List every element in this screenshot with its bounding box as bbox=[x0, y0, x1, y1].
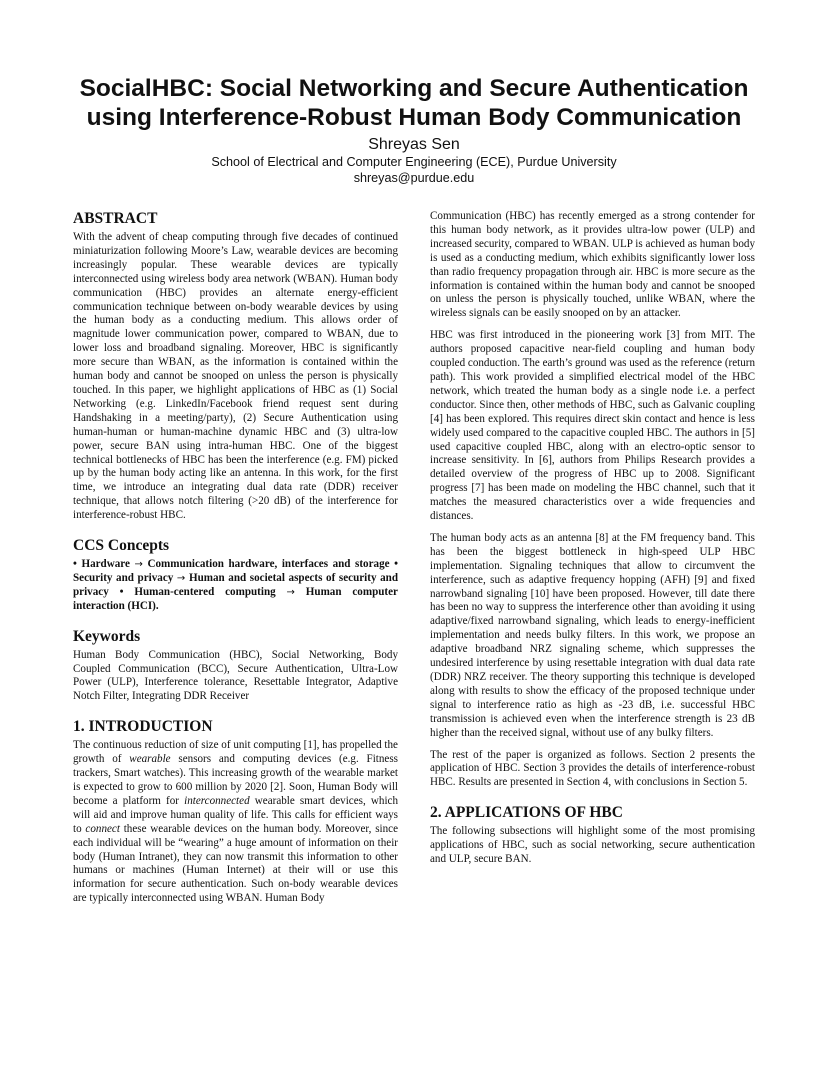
introduction-heading: 1. INTRODUCTION bbox=[73, 718, 213, 736]
keywords-text: Human Body Communication (HBC), Social Networking, Body Coupled Communication (BCC), Secure Authentication, Ultra-Low Power (ULP), Interference tolerance, Resettable Integrator, Adaptive Notch Filter, Integrating DDR Receiver bbox=[73, 648, 398, 703]
applications-text: The following subsections will highlight some of the most promising applications of HBC, such as social networking, secure authentication and ULP, secure BAN. bbox=[430, 825, 755, 866]
ccs-concepts bbox=[73, 558, 398, 614]
introduction-paragraph-5: The rest of the paper is organized as follows. Section 2 presents the application of HBC. Section 3 provides the details of interference-robust HBC. Results are presented in Section 4, with conclusions in Section 5. bbox=[430, 748, 755, 789]
ccs-item-2-arrow: → bbox=[176, 572, 186, 584]
ccs-item-1-category: • Hardware bbox=[73, 558, 130, 571]
right-column bbox=[430, 210, 755, 875]
introduction-paragraph-1: The continuous reduction of size of unit computing [1], has propelled the growth of wearable sensors and computing devices (e.g. Fitness trackers, Smart watches). This increasing growth of the wearable market is expected to grow to 600 million by 2020 [2]. Soon, Human Body will become a platform for interconnected wearable smart devices, which will aid and improve human quality of life. This calls for efficient ways to connect these wearable devices on the human body. Moreover, since each individual will be “wearing” a huge amount of information on their body (Human Intranet), they can now transmit this information to other humans or machines (Human Internet) at their will or use this information for secure authentication. Such on-body wearable devices are typically interconnected using WBAN. Human Body bbox=[73, 739, 399, 905]
ccs-item-1-text: Communication hardware, interfaces and storage bbox=[147, 558, 390, 571]
introduction-paragraph-3: HBC was first introduced in the pioneering work [3] from MIT. The authors proposed capacitive near-field coupling and human body coupled conduction. The earth’s ground was used as the reference (return path). This work provided a simplified electrical model of the HBC network, which treated the human body as a single node i.e. a perfect conductor. Since then, other methods of HBC, such as Galvanic coupling [4] has been explored. This requires direct skin contact and hence is less widely used compared to the capacitive coupled HBC. The authors in [5] used capacitive coupled HBC, along with an electro-optic sensor to increase sensitivity. In [6], authors from Philips Research provides a detailed overview of the progress of HBC up to 2008. Significant progress [7] has been made on modeling the HBC channel, such that it matches the measured characteristics over a wide frequencies and distances. bbox=[430, 329, 755, 523]
abstract-text: With the advent of cheap computing through five decades of continued miniaturization following Moore’s Law, wearable devices are becoming increasingly popular. These wearable devices are typically interconnected using wireless body area network (WBAN). Human body communication (HBC) provides an alternate energy-efficient communication technique between on-body wearable devices by using the human body as a conducting medium. This allows order of magnitude lower communication power, compared to WBAN, due to lower loss and broadband signaling. Moreover, HBC is significantly more secure than WBAN, as the information is contained within the human body and cannot be snooped on unless the person is physically touched. In this paper, we highlight applications of HBC as (1) Social Networking (e.g. LinkedIn/Facebook friend request sent during Handshaking in a meeting/party), (2) Secure Authentication using human-human or human-machine dynamic HBC and (3) ultra-low power, secure BAN using intra-human HBC. One of the biggest technical bottlenecks of HBC has been the interference (e.g. FM) picked up by the human body acting like an antenna. In this work, for the first time, we introduce an integrating dual data rate (DDR) receiver technique, that allows notch filtering (>20 dB) of the interference for interference-robust HBC. bbox=[73, 231, 398, 522]
ccs-item-1-arrow: → bbox=[134, 559, 143, 571]
paper-title-line-2: using Interference-Robust Human Body Communication bbox=[86, 104, 742, 131]
applications-heading: 2. APPLICATIONS OF HBC bbox=[430, 804, 623, 822]
paper-title bbox=[40, 74, 788, 132]
introduction-paragraph-2: Communication (HBC) has recently emerged as a strong contender for this human body network, as it provides ultra-low power (ULP) and increased security, compared to WBAN. ULP is achieved as human body is used as a conducting medium, which exhibits significantly lower loss than radio frequency propagation through air. HBC is more secure as the information is contained within the human body and cannot be snooped on unless the person is physically touched, unlike WBAN, where the wireless signals can be easily snooped on by an attacker. bbox=[430, 210, 755, 320]
keywords-heading: Keywords bbox=[73, 627, 141, 645]
author-email: shreyas@purdue.edu bbox=[353, 171, 475, 185]
ccs-item-3-arrow: → bbox=[286, 586, 295, 598]
introduction-paragraph-4: The human body acts as an antenna [8] at the FM frequency band. This has been the biggest bottleneck in high-speed ULP HBC implementation. Signaling techniques that allow to circumvent the interference, such as adaptive frequency hopping (AFH) [9] and fixed narrowband signaling [10] have been proposed. However, till date there has been no way to suppress the interference other than avoiding it using adaptive/fixed narrowband signaling, which leads to energy-inefficient implementation and needs bulky filters. In this work, we propose an adaptive broadband NRZ signaling scheme, which suppresses the undesired interference by using resettable integration with dual data rate (DDR) NRZ receiver. The theory supporting this technique is developed along with results to show the efficacy of the proposed technique under signal to interference ratio as high as -23 dB, i.e. successful HBC transmission is achieved even when the interference strength is 23 dB higher than the received signal, without use of any bulky filters. bbox=[430, 531, 755, 739]
paper-title-line-1: SocialHBC: Social Networking and Secure Authentication bbox=[79, 75, 749, 102]
ccs-item-3-category: • Human-centered computing bbox=[119, 585, 276, 598]
author-affiliation: School of Electrical and Computer Engineering (ECE), Purdue University bbox=[211, 155, 617, 169]
ccs-heading: CCS Concepts bbox=[73, 537, 170, 555]
ccs-item-2-text: Human and societal aspects of security and privacy bbox=[73, 571, 398, 598]
ccs-item-3-text: Human computer interaction (HCI). bbox=[73, 585, 398, 612]
abstract-heading: ABSTRACT bbox=[73, 210, 158, 227]
left-column bbox=[73, 210, 398, 914]
ccs-item-2-category: • Security and privacy bbox=[73, 558, 399, 584]
author-name: Shreyas Sen bbox=[368, 136, 460, 153]
